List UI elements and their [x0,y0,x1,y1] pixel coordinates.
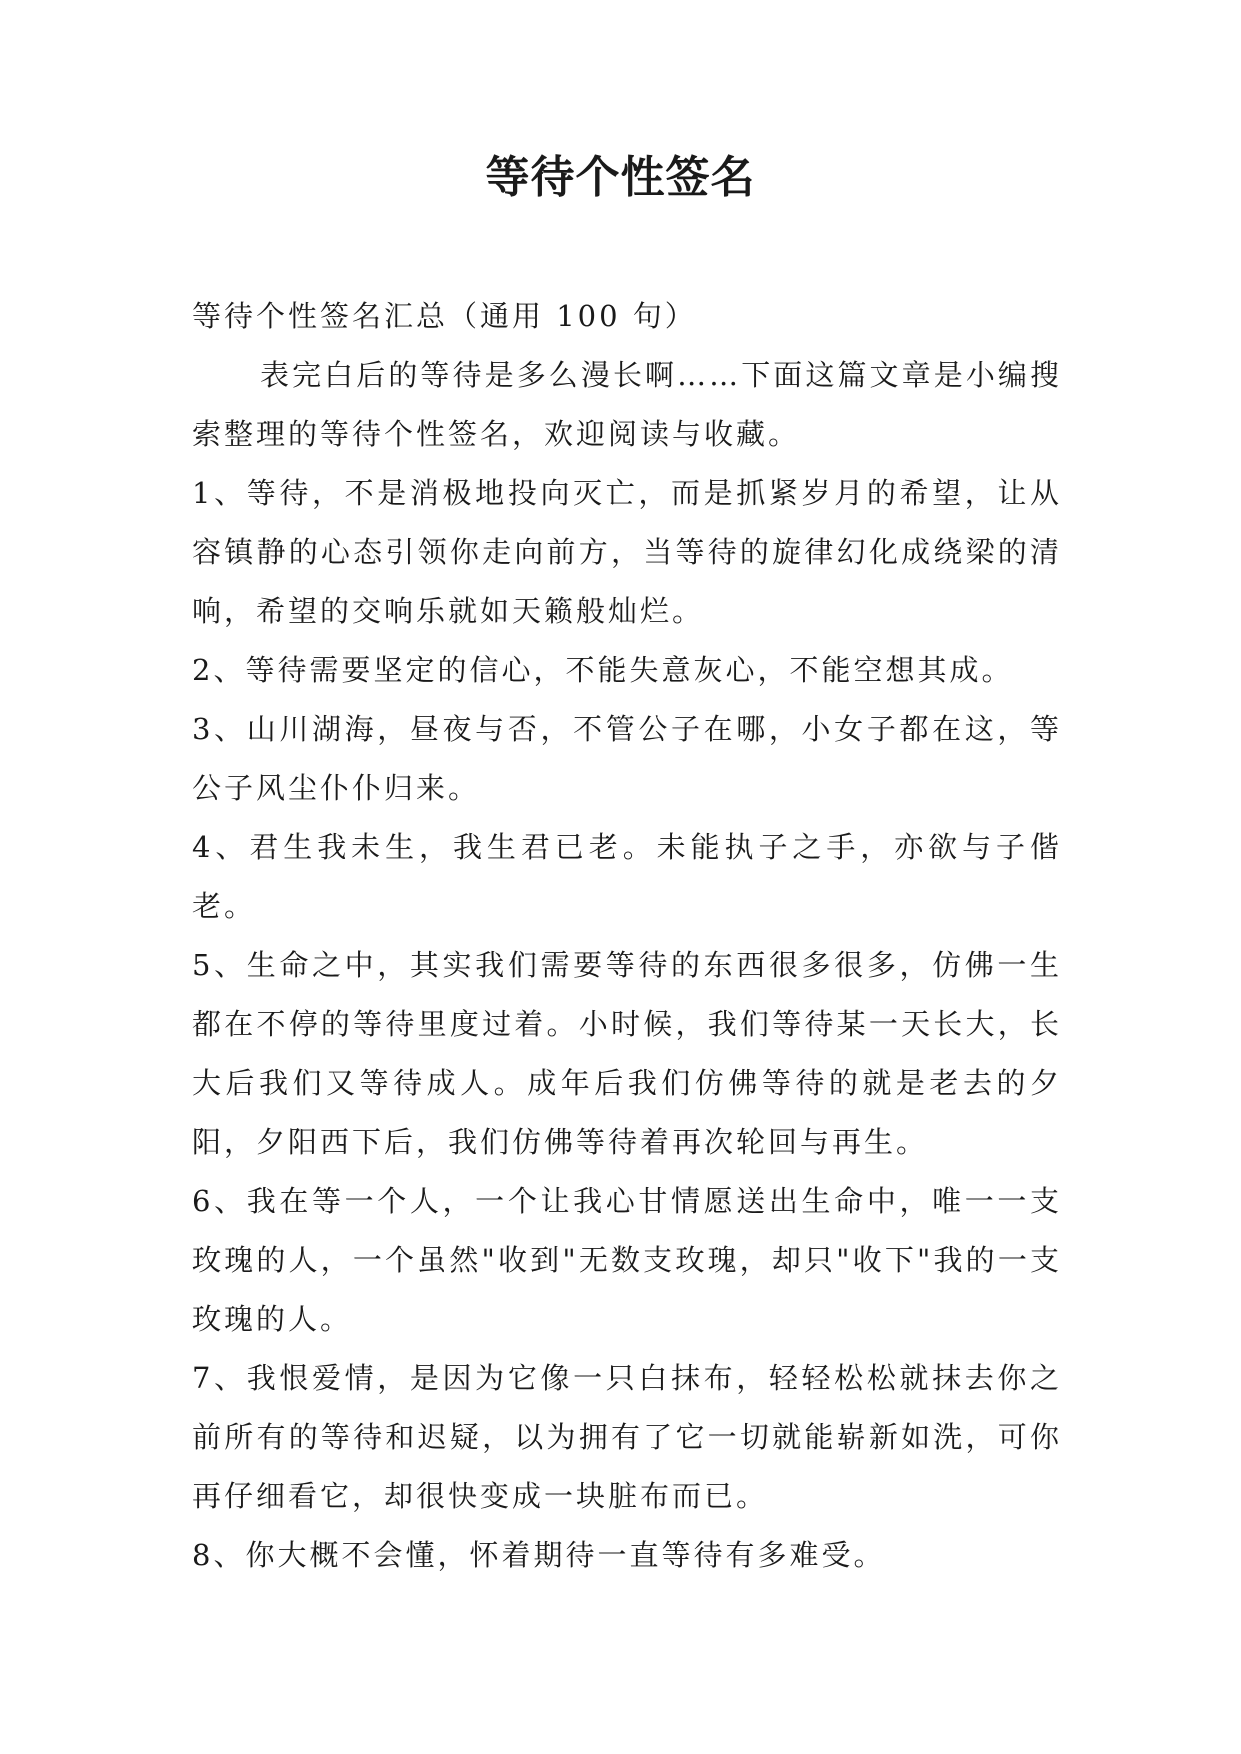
list-item: 6、我在等一个人，一个让我心甘情愿送出生命中，唯一一支玫瑰的人，一个虽然"收到"无数支玫瑰，却只"收下"我的一支玫瑰的人。 [192,1184,1062,1336]
list-item: 4、君生我未生，我生君已老。未能执子之手，亦欲与子偕老。 [192,830,1062,923]
list-item: 8、你大概不会懂，怀着期待一直等待有多难受。 [192,1538,886,1572]
list-item: 2、等待需要坚定的信心，不能失意灰心，不能空想其成。 [192,653,1014,687]
document-title: 等待个性签名 [485,152,756,203]
subtitle-line: 等待个性签名汇总（通用 100 句） [192,299,697,333]
document-body [192,287,1062,1585]
list-item: 3、山川湖海，昼夜与否，不管公子在哪，小女子都在这，等公子风尘仆仆归来。 [192,712,1062,805]
list-item: 1、等待，不是消极地投向灭亡，而是抓紧岁月的希望，让从容镇静的心态引领你走向前方，当等待的旋律幻化成绕梁的清响，希望的交响乐就如天籁般灿烂。 [192,476,1062,628]
list-item: 7、我恨爱情，是因为它像一只白抹布，轻轻松松就抹去你之前所有的等待和迟疑，以为拥有了它一切就能崭新如洗，可你再仔细看它，却很快变成一块脏布而已。 [192,1361,1062,1513]
intro-paragraph: 表完白后的等待是多么漫长啊……下面这篇文章是小编搜索整理的等待个性签名，欢迎阅读与收藏。 [192,358,1062,451]
list-item: 5、生命之中，其实我们需要等待的东西很多很多，仿佛一生都在不停的等待里度过着。小时候，我们等待某一天长大，长大后我们又等待成人。成年后我们仿佛等待的就是老去的夕阳，夕阳西下后，我们仿佛等待着再次轮回与再生。 [192,948,1062,1159]
